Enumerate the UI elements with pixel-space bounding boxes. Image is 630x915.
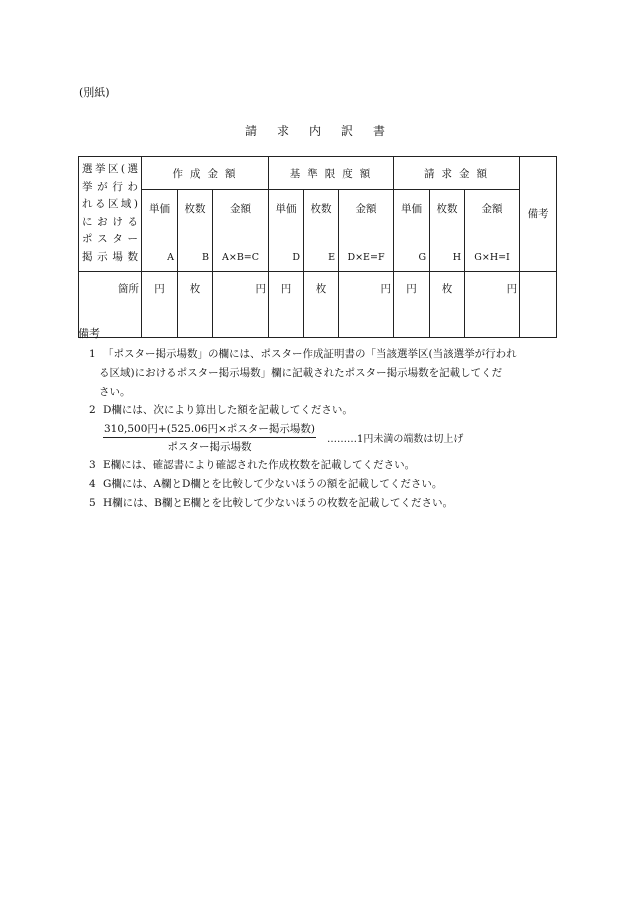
area-line: における — [82, 215, 138, 228]
note-item-3: 3 E欄には、確認書により確認された作成枚数を記載してください。 — [89, 459, 416, 471]
note-item-5: 5 H欄には、B欄とE欄とを比較して少ないほうの枚数を記載してください。 — [89, 497, 454, 509]
col-quantity-h: 枚数 H — [430, 190, 465, 271]
col-amount-i: 金額 G×H=I — [465, 190, 520, 271]
unit-yen: 円 — [339, 271, 394, 337]
unit-sheet: 枚 — [430, 271, 465, 337]
col-amount-c: 金額 A×B=C — [213, 190, 269, 271]
note-item-4: 4 G欄には、A欄とD欄とを比較して少ないほうの額を記載してください。 — [89, 478, 443, 490]
area-line: 掲示場数 — [82, 250, 138, 263]
col-quantity-e: 枚数 E — [304, 190, 339, 271]
attachment-label: (別紙) — [79, 86, 110, 99]
area-line: ポスター — [82, 233, 138, 246]
area-line: 挙が行わ — [82, 180, 138, 193]
group-standard-limit: 基準限度額 — [269, 157, 394, 190]
area-line: 選挙区(選 — [82, 163, 138, 175]
area-line: れる区域) — [82, 198, 138, 211]
unit-sheet: 枚 — [178, 271, 213, 337]
unit-yen: 円 — [465, 271, 520, 337]
notes-heading: 備考 — [78, 327, 100, 340]
col-unit-price-g: 単価 G — [394, 190, 430, 271]
formula-fraction — [103, 421, 316, 454]
col-quantity-b: 枚数 B — [178, 190, 213, 271]
group-production-amount: 作成金額 — [142, 157, 269, 190]
formula-denominator: ポスター掲示場数 — [167, 441, 252, 453]
area-count-header — [79, 157, 142, 272]
remarks-header: 備考 — [520, 157, 557, 272]
note-item-2: 2 D欄には、次により算出した額を記載してください。 — [89, 404, 353, 416]
page-title: 請求内訳書 — [244, 124, 405, 138]
remarks-cell — [520, 271, 557, 337]
group-claim-amount: 請求金額 — [394, 157, 520, 190]
unit-yen: 円 — [269, 271, 304, 337]
formula-note: ………1円未満の端数は切上げ — [327, 434, 464, 445]
unit-yen: 円 — [142, 271, 178, 337]
col-amount-f: 金額 D×E=F — [339, 190, 394, 271]
note-item-1: 1 「ポスター掲示場数」の欄には、ポスター作成証明書の「当該選挙区(当該選挙が行われ る区域)におけるポスター掲示場数」欄に記載されたポスター掲示場数を記載してくだ さい。 — [89, 348, 517, 398]
unit-yen: 円 — [394, 271, 430, 337]
unit-yen: 円 — [213, 271, 269, 337]
formula-numerator: 310,500円+(525.06円×ポスター掲示場数) — [103, 421, 316, 438]
unit-sheet: 枚 — [304, 271, 339, 337]
place-count-unit: 箇所 — [79, 271, 142, 337]
col-unit-price-d: 単価 D — [269, 190, 304, 271]
breakdown-table — [78, 156, 557, 338]
col-unit-price-a: 単価 A — [142, 190, 178, 271]
